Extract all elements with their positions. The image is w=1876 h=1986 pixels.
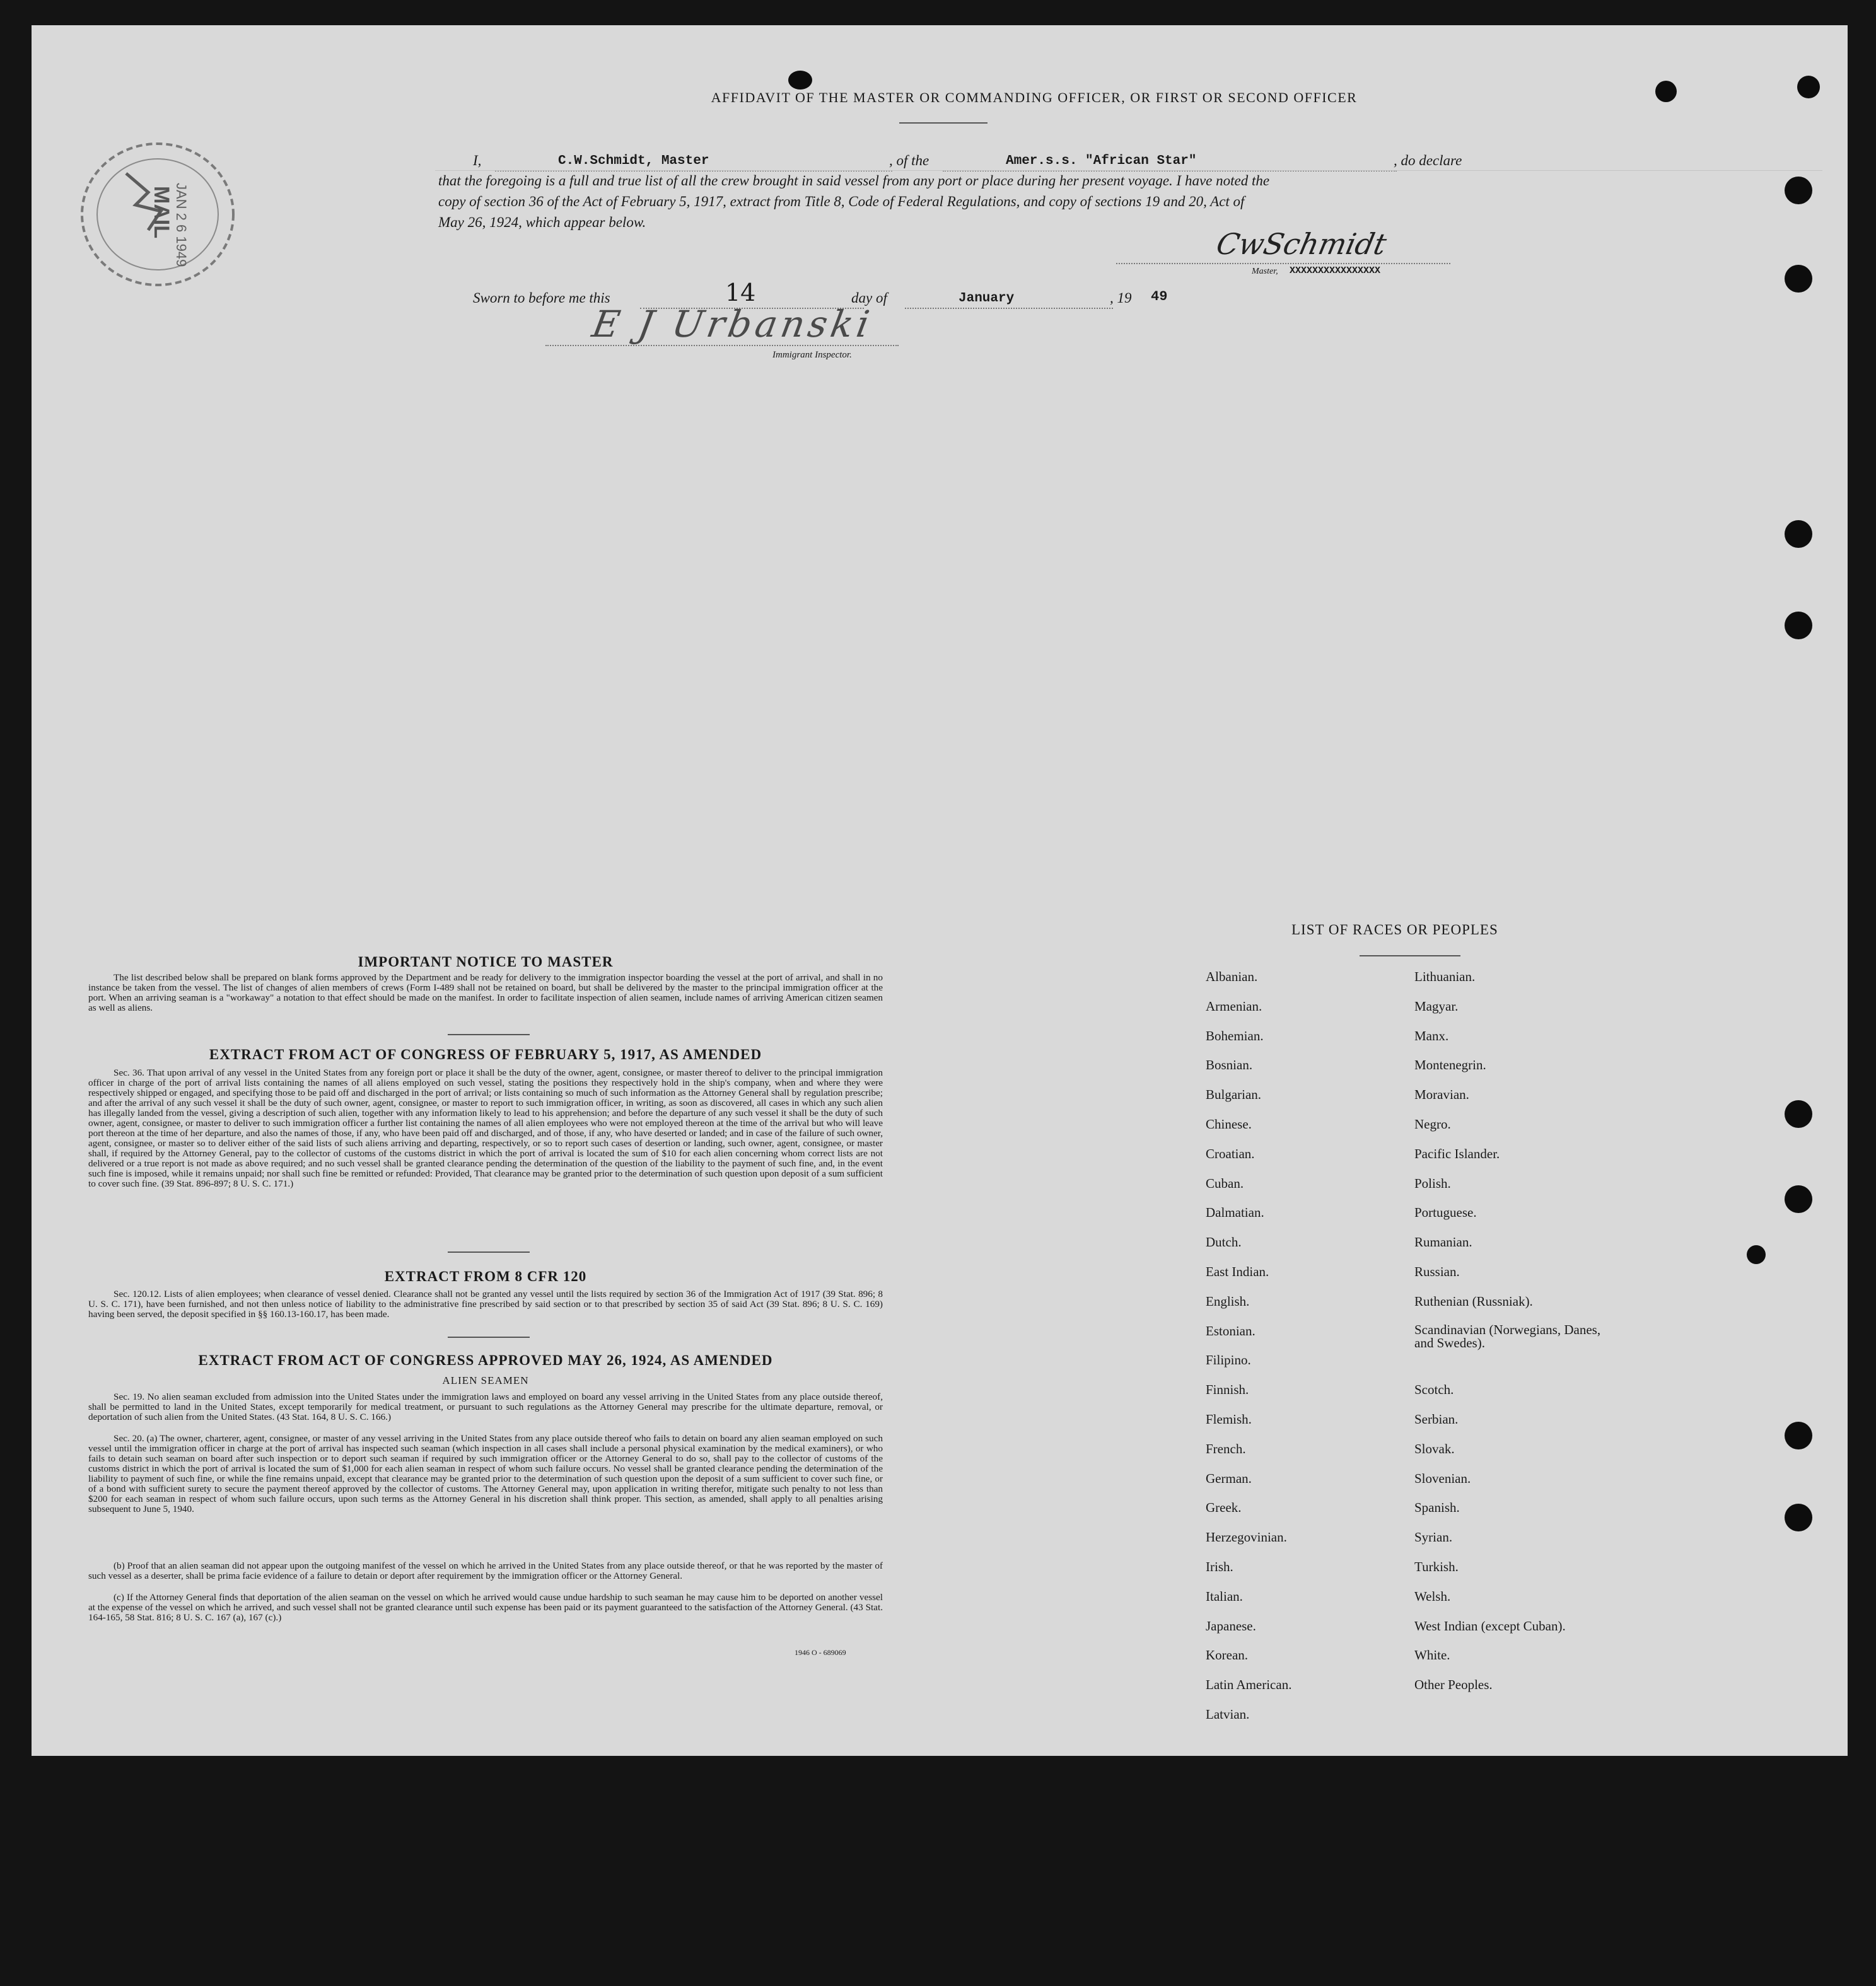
punch-hole (1785, 265, 1812, 293)
punch-hole (1785, 1422, 1812, 1449)
extract-1924-sec20b: (b) Proof that an alien seaman did not appear upon the outgoing manifest of the vessel on which he arrived in the United States from any place outside thereof, or that he was reported by the master of such vessel as a deserter, shall be prima facie evidence of a failure to detain or deport after requirement by the immigration officer or the Attorney General. (88, 1560, 883, 1581)
race-item: Portuguese. (1414, 1205, 1477, 1221)
sworn-day-value: 14 (725, 279, 756, 306)
race-item: White. (1414, 1647, 1450, 1663)
punch-hole (1655, 81, 1677, 102)
punch-hole (1785, 1185, 1812, 1213)
races-left-column (1206, 969, 1291, 1736)
master-caption-label: Master, (1252, 267, 1278, 276)
sworn-month-value: January (958, 291, 1015, 306)
page-faint-rule (435, 170, 1822, 171)
race-item: Croatian. (1206, 1146, 1255, 1161)
inspector-signature-line (545, 344, 899, 346)
race-item: Filipino. (1206, 1352, 1251, 1368)
race-item: Dalmatian. (1206, 1205, 1264, 1221)
extract-1924-sec19: Sec. 19. No alien seaman excluded from admission into the United States under the immigration laws and employed on board any vessel arriving in the United States from any place outside thereof, shall be permitted to land in the United States, except temporarily for medical treatment, or pursuant to such regulations as the Attorney General may prescribe for the ultimate departure, removal, or deportation of such alien from the United States. (43 Stat. 164, 8 U. S. C. 166.) (88, 1391, 883, 1422)
extract-1924-subtitle: ALIEN SEAMEN (442, 1374, 529, 1386)
punch-hole (1797, 76, 1820, 98)
race-item: Slovak. (1414, 1441, 1455, 1456)
divider (448, 1034, 530, 1035)
master-signature-line (1116, 262, 1450, 264)
race-item: Montenegrin. (1414, 1057, 1486, 1073)
race-item: Lithuanian. (1414, 969, 1476, 984)
sworn-prefix: Sworn to before me this (473, 290, 610, 306)
vessel-value: Amer.s.s. "African Star" (1006, 154, 1197, 168)
race-item: Serbian. (1414, 1411, 1459, 1427)
race-item: West Indian (except Cuban). (1414, 1618, 1566, 1634)
year-prefix: , 19 (1110, 290, 1132, 306)
race-item: Irish. (1206, 1559, 1233, 1574)
race-item: Cuban. (1206, 1175, 1244, 1191)
punch-hole (1785, 1100, 1812, 1128)
declaration-line-2: that the foregoing is a full and true list of all the crew brought in said vessel from any port or place during her present voyage. I have noted the (438, 173, 1270, 189)
day-of-text: day of (851, 290, 887, 306)
notice-title: IMPORTANT NOTICE TO MASTER (358, 954, 614, 970)
extract-cfr-title: EXTRACT FROM 8 CFR 120 (384, 1269, 587, 1284)
races-title: LIST OF RACES OR PEOPLES (1291, 922, 1498, 938)
race-item: French. (1206, 1441, 1246, 1456)
race-item: Spanish. (1414, 1500, 1460, 1516)
master-name-field (495, 153, 892, 171)
extract-1917-text: Sec. 36. That upon arrival of any vessel in the United States from any foreign port or place it shall be the duty of the owner, agent, consignee, or master thereof to deliver to the principal immigration officer in charge of the port of arrival lists containing the names of all aliens employed on such vessel, stating the positions they respectively hold in the ship's company, when and where they were respectively shipped or engaged, and specifying those to be paid off and discharged in the port of arrival; or lists containing so much of such information as the Attorney General shall by regulation prescribe; and after the arrival of any such vessel it shall be the duty of such owner, agent, consignee, or master to report to such immigration officer, in writing, as soon as discovered, all cases in which any such alien has illegally landed from the vessel, giving a description of such alien, together with any information likely to lead to his apprehension; and before the departure of any such vessel it shall be the duty of such owner, agent, consignee, or master to deliver to such immigration officer a further list containing the names of all alien employees who were not employed thereon at the time of the arrival but who will leave port thereon at the time of her departure, and also the names of those, if any, who have been paid off and discharged, and of those, if any, who have deserted or landed; and in case of the failure of such owner, agent, consignee, or master so to deliver either of the said lists of such aliens arriving and departing, respectively, or so to report such cases of desertion or landing, such owner, agent, consignee, or master shall, if required by the Attorney General, pay to the collector of customs of the customs district in which the port of arrival is located the sum of $10 for each alien concerning whom correct lists are not delivered or a true report is not made as above required; and no such vessel shall be granted clearance pending the determination of the question of the liability to the payment of such fine, and, in the event such fine is imposed, while it remains unpaid; nor shall such fine be remitted or refunded: Provided, That clearance may be granted prior to the determination of such question upon deposit of a sum sufficient to cover such fine. (39 Stat. 896-897; 8 U. S. C. 171.) (88, 1067, 883, 1189)
extract-1924-title: EXTRACT FROM ACT OF CONGRESS APPROVED MAY 26, 1924, AS AMENDED (198, 1352, 773, 1368)
do-declare-text: , do declare (1394, 153, 1462, 168)
extract-1924-sec20c: (c) If the Attorney General finds that deportation of the alien seaman on the vessel on which he arrived would cause undue hardship to such seaman he may cause him to be deported on another vessel at the expense of the vessel on which he arrived, and such vessel shall not be granted clearance until such expense has been paid or its payment guaranteed to the satisfaction of the Attorney General. (43 Stat. 164-165, 58 Stat. 816; 8 U. S. C. 167 (a), 167 (c).) (88, 1592, 883, 1623)
stamp-date: JAN 2 6 1949 (173, 183, 189, 267)
race-item: Moravian. (1414, 1087, 1469, 1103)
punch-hole (1747, 1245, 1766, 1264)
race-item: East Indian. (1206, 1263, 1269, 1279)
declaration-line-3: copy of section 36 of the Act of February 5, 1917, extract from Title 8, Code of Federal Regulations, and copy of sections 19 and 20, Act of (438, 194, 1245, 209)
punch-hole (1785, 177, 1812, 204)
race-item: Pacific Islander. (1414, 1146, 1500, 1161)
master-name-value: C.W.Schmidt, Master (558, 154, 709, 168)
race-item: Slovenian. (1414, 1470, 1471, 1486)
race-item: Other Peoples. (1414, 1677, 1493, 1693)
vessel-field (943, 153, 1397, 171)
race-item: Rumanian. (1414, 1234, 1472, 1250)
race-item: Korean. (1206, 1647, 1249, 1663)
inspector-caption: Immigrant Inspector. (772, 350, 852, 360)
race-item: Chinese. (1206, 1116, 1252, 1132)
print-code: 1946 O - 689069 (795, 1648, 846, 1657)
of-the-text: , of the (889, 153, 929, 168)
races-title-rule (1360, 955, 1460, 956)
race-item: Russian. (1414, 1263, 1460, 1279)
notice-text: The list described below shall be prepared on blank forms approved by the Department and be ready for delivery to the immigration inspector boarding the vessel at the port of arrival, and shall in no instance be taken from the vessel. The list of changes of alien members of crews (Form I-489 shall not be retained on board, but shall be delivered by the master to the principal immigration officer at the port. When an arriving seaman is a "workaway" a notation to that effect should be made on the manifest. In order to facilitate inspection of alien seamen, include names of arriving American citizen seamen as well as aliens. (88, 972, 883, 1013)
title-rule (899, 122, 988, 124)
race-item: Flemish. (1206, 1411, 1252, 1427)
sworn-month-field (905, 290, 1113, 309)
race-item: Negro. (1414, 1116, 1451, 1132)
race-item: Syrian. (1414, 1530, 1453, 1545)
affidavit-title: AFFIDAVIT OF THE MASTER OR COMMANDING OFFICER, OR FIRST OR SECOND OFFICER (711, 90, 1358, 105)
race-item: Scotch. (1414, 1382, 1454, 1398)
race-item: Latvian. (1206, 1706, 1250, 1722)
year-suffix: 49 (1151, 289, 1168, 305)
race-item: Manx. (1414, 1028, 1449, 1043)
divider (448, 1337, 530, 1338)
extract-1924-sec20a: Sec. 20. (a) The owner, charterer, agent, consignee, or master of any vessel arriving in the United States from any place outside thereof who fails to detain on board any alien seaman employed on such vessel until the immigration officer in charge at the port of arrival has inspected such seaman (which inspection in all cases shall include a personal physical examination by the medical examiners), or who fails to detain such seaman on board after such inspection or to deport such seaman if required by such immigration officer or the Attorney General to do so, shall pay to the collector of customs of the customs district in which the port of arrival is located the sum of $1,000 for each alien seaman in respect of whom such failure occurs. No vessel shall be granted clearance pending the determination of the liability to payment of such fine, or while the fine remains unpaid, except that clearance may be granted prior to the determination of such question upon the deposit of a sum sufficient to cover such fine, or of a bond with sufficient surety to secure the payment thereof approved by the collector of customs. The Attorney General may, upon application in writing therefor, mitigate such penalty to not less than $200 for each seaman in respect of whom such failure occurs, upon such terms as the Attorney General in his discretion shall think proper. This section, as amended, shall apply to all penalties arising subsequent to June 5, 1940. (88, 1433, 883, 1514)
punch-hole (1785, 612, 1812, 639)
race-item: English. (1206, 1293, 1250, 1309)
customs-stamp (73, 136, 243, 293)
race-item: Armenian. (1206, 998, 1262, 1014)
race-item: Scandinavian (Norwegians, Danes, and Swedes). (1414, 1321, 1601, 1350)
race-item: Welsh. (1414, 1588, 1451, 1604)
race-item: Turkish. (1414, 1559, 1459, 1574)
extract-cfr-text: Sec. 120.12. Lists of alien employees; when clearance of vessel denied. Clearance shall not be granted any vessel until the lists required by section 36 of the Immigration Act of 1917 (39 Stat. 896; 8 U. S. C. 171), have been furnished, and not then unless notice of liability to the administrative fine prescribed by said section or to that prescribed by section 35 of said Act (39 Stat. 896; 8 U. S. C. 169) having been served, the deposit specified in §§ 160.13-160.17, has been made. (88, 1289, 883, 1320)
inspector-signature: E J Urbanski (589, 303, 877, 346)
document-page (32, 25, 1848, 1756)
race-item: Dutch. (1206, 1234, 1242, 1250)
pronoun-text: I, (473, 153, 482, 168)
race-item: Estonian. (1206, 1323, 1256, 1339)
race-item: Bohemian. (1206, 1028, 1264, 1043)
master-caption-struck: XXXXXXXXXXXXXXXX (1290, 265, 1381, 276)
race-item: Polish. (1414, 1175, 1451, 1191)
punch-hole (1785, 1504, 1812, 1531)
race-item: Magyar. (1414, 998, 1459, 1014)
race-item: Ruthenian (Russniak). (1414, 1293, 1533, 1309)
declaration-line-4: May 26, 1924, which appear below. (438, 214, 646, 230)
race-item: Japanese. (1206, 1618, 1256, 1634)
stamp-mail: MAIL (149, 186, 173, 239)
extract-1917-title: EXTRACT FROM ACT OF CONGRESS OF FEBRUARY 5, 1917, AS AMENDED (209, 1047, 762, 1062)
race-item: Bulgarian. (1206, 1087, 1262, 1103)
races-right-column (1414, 969, 1604, 1707)
race-item: Greek. (1206, 1500, 1242, 1516)
punch-hole (788, 71, 812, 90)
race-item: German. (1206, 1470, 1252, 1486)
race-item: Finnish. (1206, 1382, 1249, 1398)
race-item: Bosnian. (1206, 1057, 1253, 1073)
divider (448, 1251, 530, 1253)
race-item: Italian. (1206, 1588, 1243, 1604)
race-item: Albanian. (1206, 969, 1258, 984)
master-signature: CwSchmidt (1213, 227, 1390, 261)
race-item: Latin American. (1206, 1677, 1292, 1693)
race-item: Herzegovinian. (1206, 1530, 1287, 1545)
punch-hole (1785, 520, 1812, 548)
